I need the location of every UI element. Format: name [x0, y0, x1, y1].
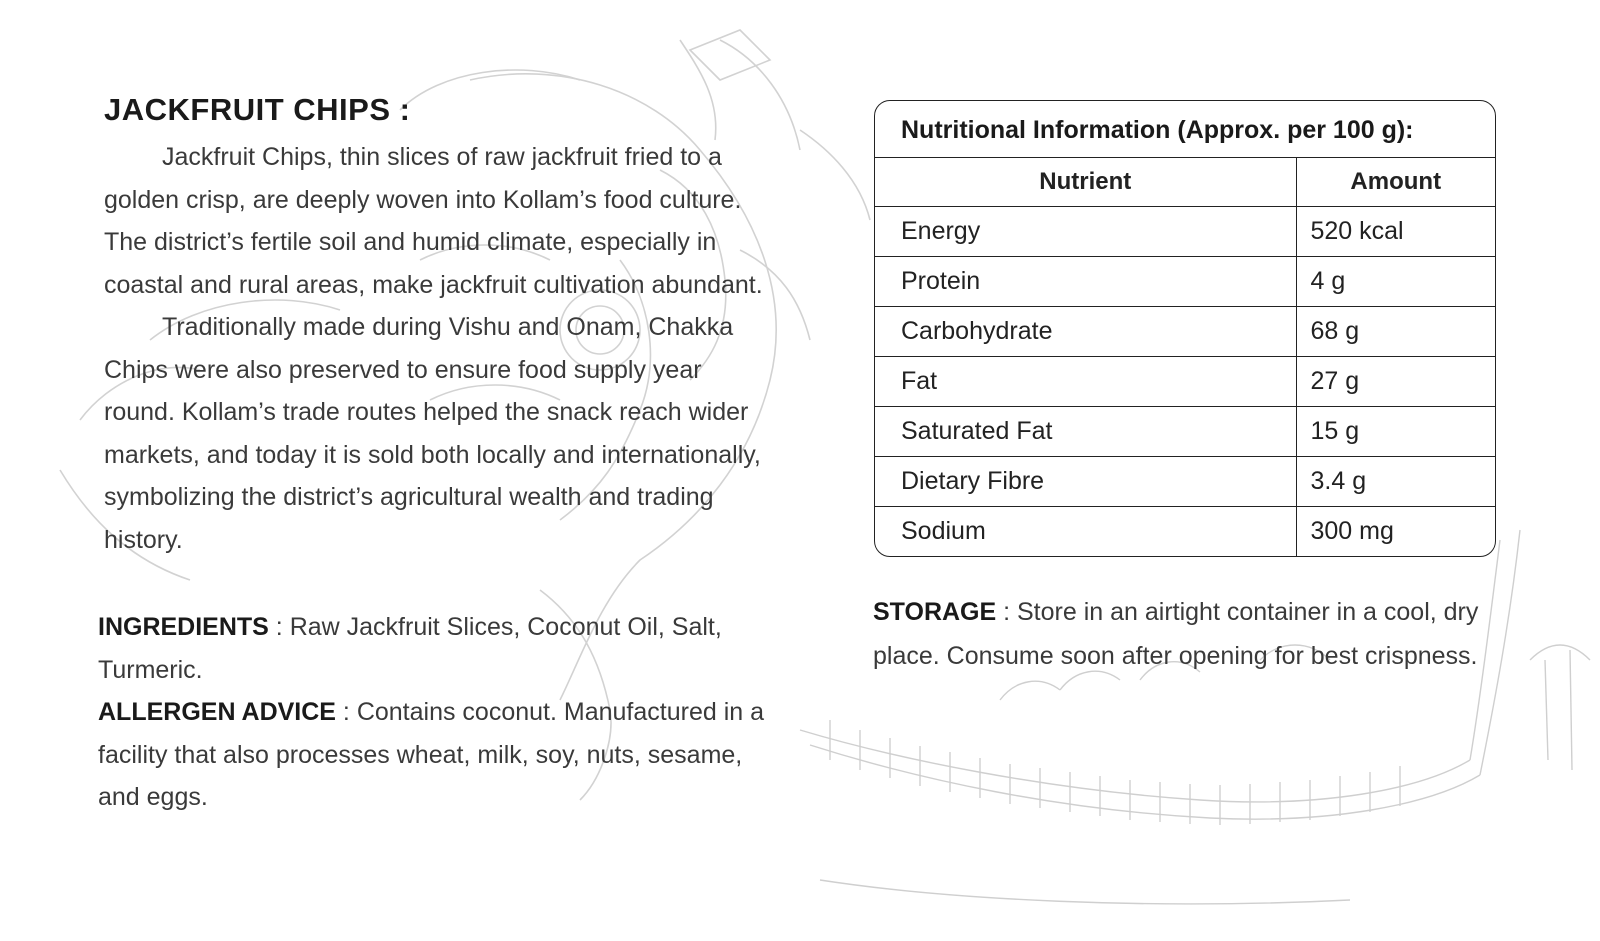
- nutrient-name: Fat: [875, 357, 1296, 407]
- table-row: [875, 257, 1495, 307]
- nutrition-header-row: [875, 158, 1495, 207]
- nutrient-name: Dietary Fibre: [875, 457, 1296, 507]
- table-row: [875, 507, 1495, 557]
- nutrient-amount: 4 g: [1296, 257, 1495, 307]
- table-row: [875, 407, 1495, 457]
- storage-section: [873, 590, 1513, 678]
- storage-label: STORAGE: [873, 598, 997, 626]
- nutrition-table-title: Nutritional Information (Approx. per 100 g):: [875, 101, 1495, 158]
- nutrient-name: Saturated Fat: [875, 407, 1296, 457]
- nutrient-amount: 27 g: [1296, 357, 1495, 407]
- column-header-amount: Amount: [1296, 158, 1495, 207]
- nutrient-amount: 300 mg: [1310, 517, 1394, 545]
- nutrient-name: Carbohydrate: [875, 307, 1296, 357]
- table-row: [875, 207, 1495, 257]
- nutrient-amount: 520 kcal: [1296, 207, 1495, 257]
- nutrient-name: Energy: [875, 207, 1296, 257]
- table-row: [875, 307, 1495, 357]
- nutrient-amount: 3.4 g: [1296, 457, 1495, 507]
- allergen-text: : Contains coconut. Manufactured in a facility that also processes wheat, milk, soy, nuts, sesame, and eggs.: [98, 698, 765, 811]
- ingredients-label: INGREDIENTS: [98, 613, 269, 641]
- nutrient-amount: 15 g: [1296, 407, 1495, 457]
- nutrition-table: [875, 158, 1495, 556]
- product-description: [104, 136, 764, 561]
- product-title: JACKFRUIT CHIPS :: [104, 92, 411, 127]
- allergen-section: [98, 691, 778, 819]
- description-paragraph-2: Traditionally made during Vishu and Onam, Chakka Chips were also preserved to ensure food supply year round. Kollam’s trade routes helped the snack reach wider markets, and today it is sold both locally and internationally, symbolizing the district’s agricultural wealth and trading history.: [104, 313, 761, 554]
- description-paragraph-1: Jackfruit Chips, thin slices of raw jackfruit fried to a golden crisp, are deeply woven into Kollam’s food culture. The district’s fertile soil and humid climate, especially in coastal and rural areas, make jackfruit cultivation abundant.: [104, 143, 763, 299]
- nutrient-name: Protein: [875, 257, 1296, 307]
- nutrition-table-card: [874, 100, 1496, 557]
- snake-boat-race-sketch: [800, 530, 1590, 904]
- allergen-label: ALLERGEN ADVICE: [98, 698, 336, 726]
- ingredients-text: : Raw Jackfruit Slices, Coconut Oil, Salt, Turmeric.: [98, 613, 722, 684]
- column-header-nutrient: Nutrient: [875, 158, 1296, 207]
- nutrient-amount: 68 g: [1296, 307, 1495, 357]
- ingredients-section: [98, 606, 778, 691]
- table-row: [875, 357, 1495, 407]
- storage-text: : Store in an airtight container in a cool, dry place. Consume soon after opening for best crispness.: [873, 598, 1479, 670]
- table-row: [875, 457, 1495, 507]
- nutrient-name: Sodium: [875, 507, 1296, 557]
